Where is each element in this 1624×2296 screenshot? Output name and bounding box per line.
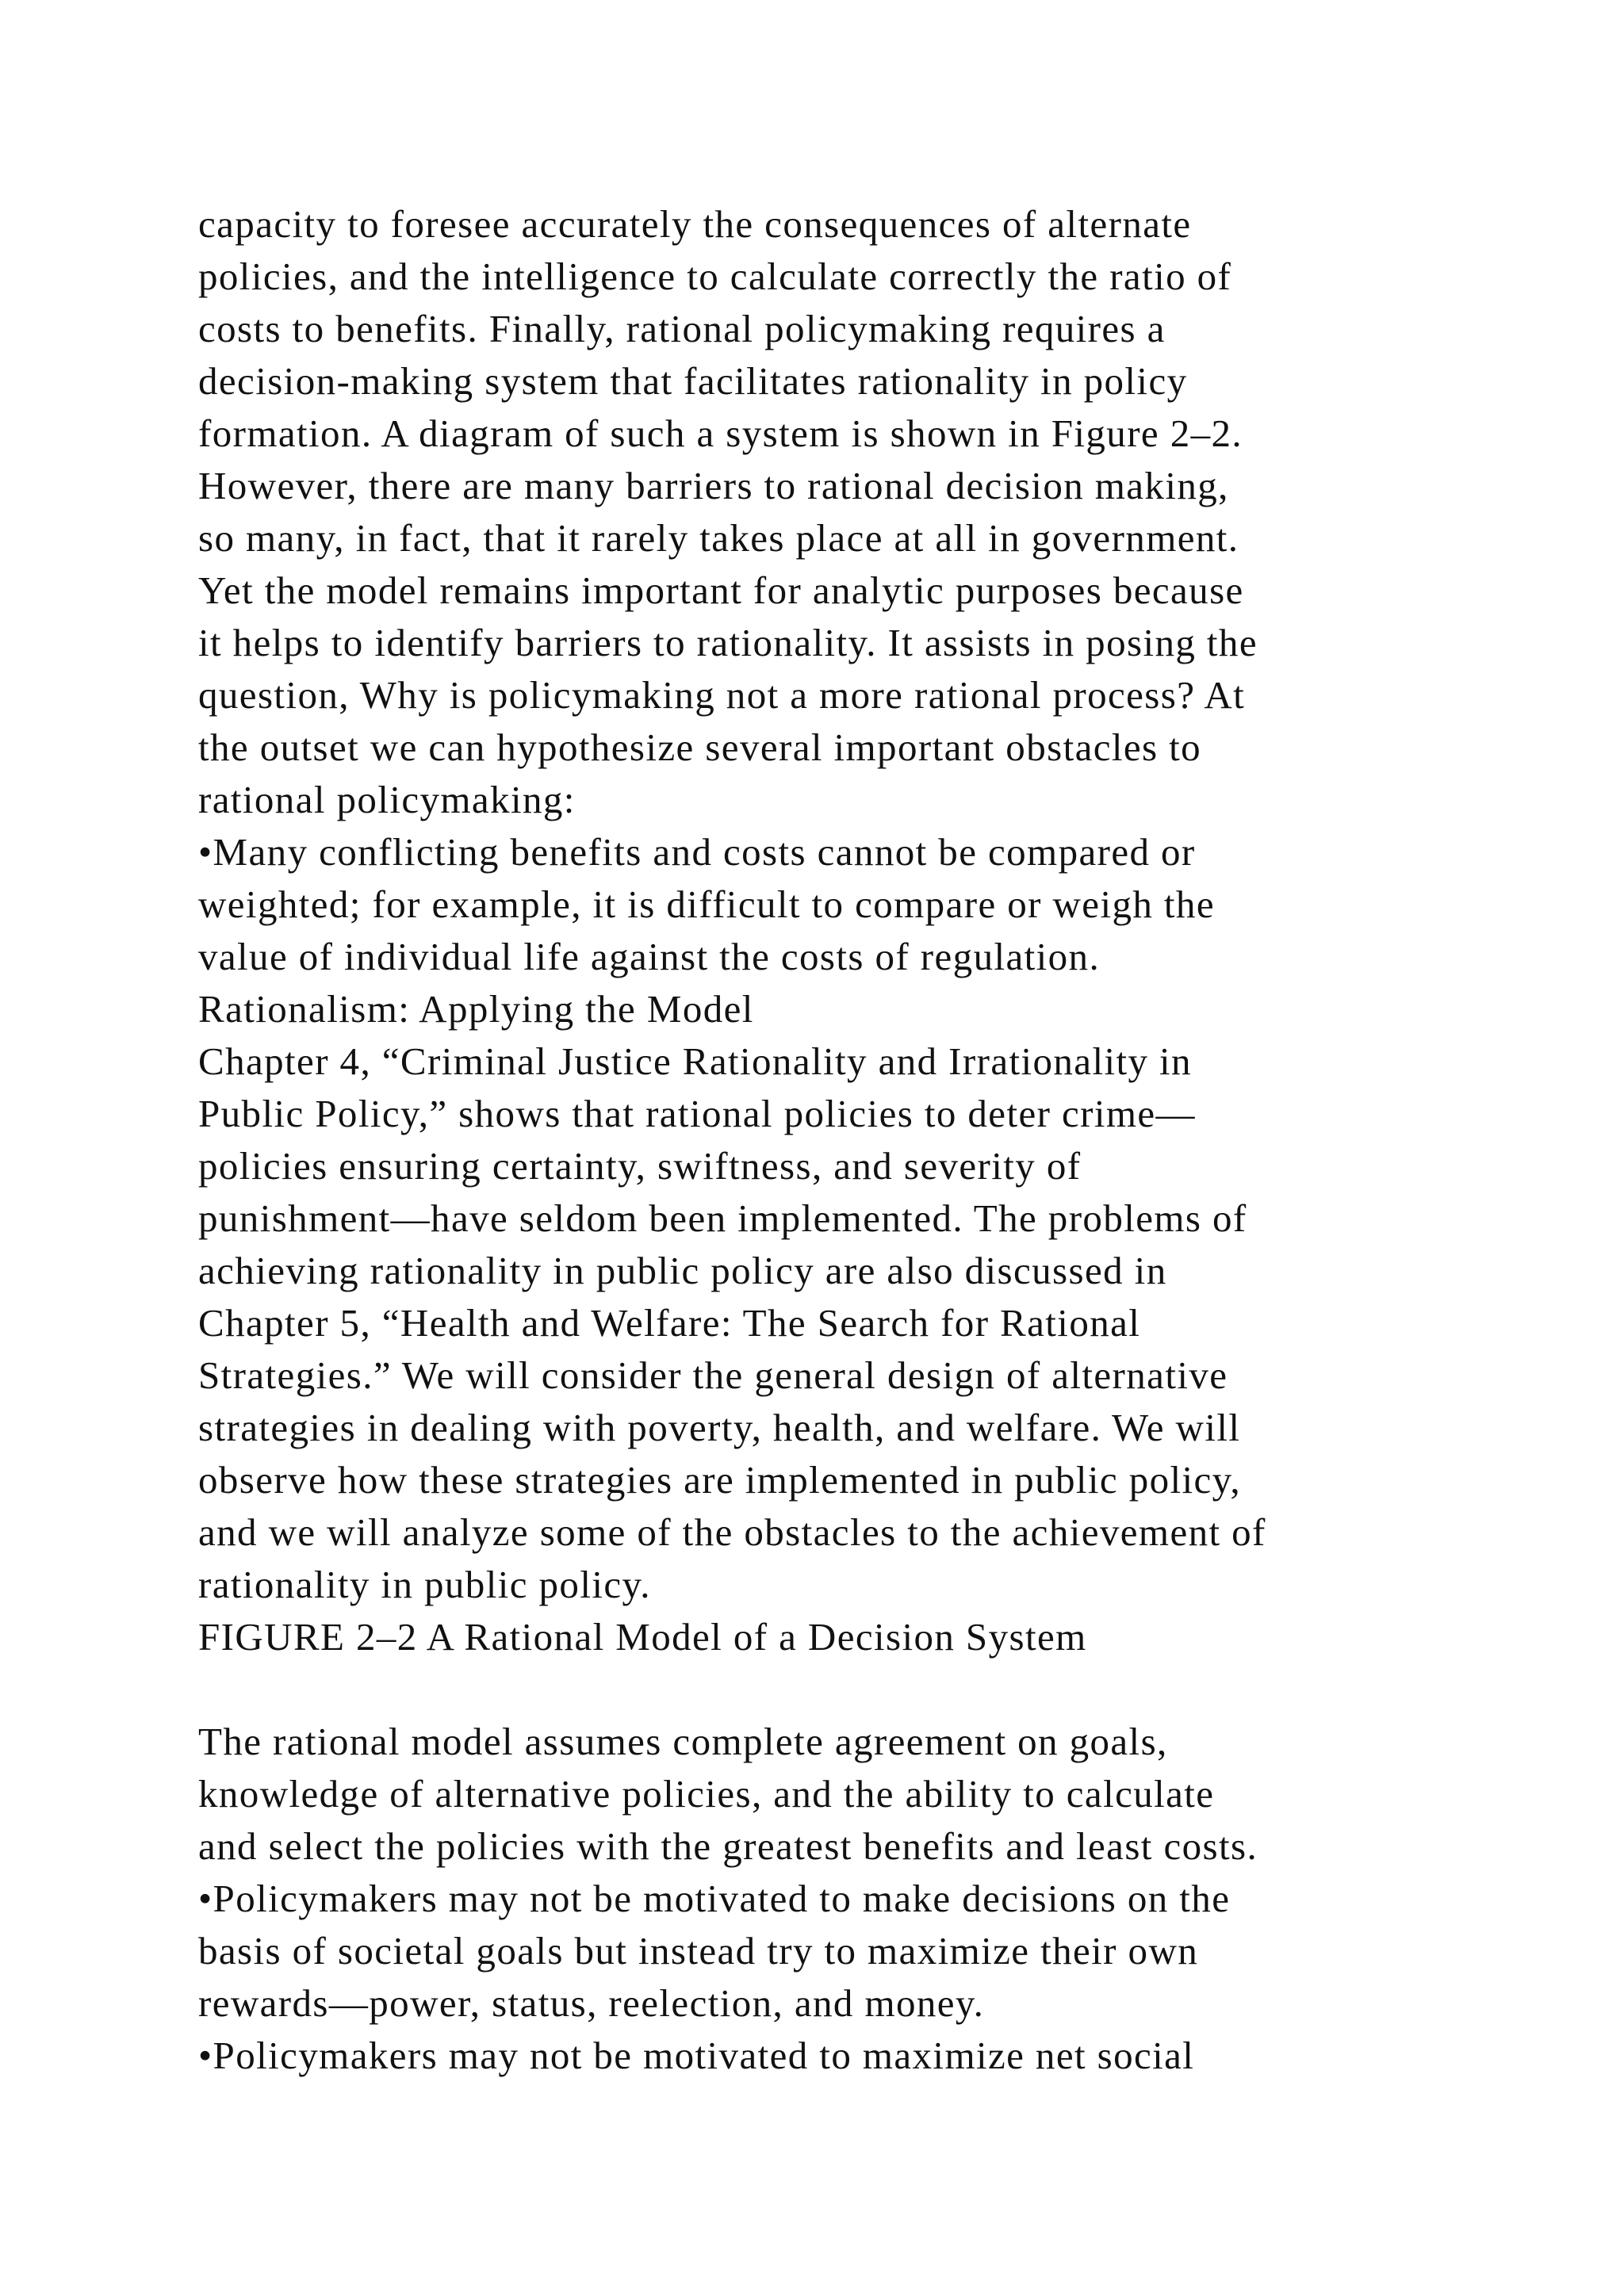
text-line: policies ensuring certainty, swiftness, and severity of [198,1144,1082,1188]
bullet-item: •Many conflicting benefits and costs cannot be compared or [198,830,1196,874]
text-line: capacity to foresee accurately the consequences of alternate [198,202,1192,246]
text-line: basis of societal goals but instead try to maximize their own [198,1929,1199,1973]
text-line: question, Why is policymaking not a more rational process? At [198,673,1246,717]
text-line: The rational model assumes complete agreement on goals, [198,1720,1168,1763]
text-line: punishment—have seldom been implemented. The problems of [198,1196,1247,1240]
text-line: Yet the model remains important for analytic purposes because [198,568,1244,612]
blank-line [198,1663,1435,1716]
text-line: decision-making system that facilitates rationality in policy [198,359,1188,403]
text-line: rational policymaking: [198,778,576,821]
text-line: value of individual life against the costs of regulation. [198,935,1101,978]
section-heading: Rationalism: Applying the Model [198,987,754,1031]
text-line: Chapter 5, “Health and Welfare: The Search for Rational [198,1301,1141,1345]
text-line: so many, in fact, that it rarely takes place at all in government. [198,516,1239,560]
bullet-item: •Policymakers may not be motivated to maximize net social [198,2034,1195,2077]
text-line: Strategies.” We will consider the general design of alternative [198,1353,1228,1397]
text-line: formation. A diagram of such a system is shown in Figure 2–2. [198,411,1243,455]
figure-caption: FIGURE 2–2 A Rational Model of a Decision System [198,1615,1087,1659]
text-line: costs to benefits. Finally, rational policymaking requires a [198,307,1166,350]
text-line: it helps to identify barriers to rationality. It assists in posing the [198,621,1258,664]
text-line: Public Policy,” shows that rational policies to deter crime— [198,1092,1196,1135]
text-line: Chapter 4, “Criminal Justice Rationality and Irrationality in [198,1039,1192,1083]
text-line: rewards—power, status, reelection, and money. [198,1981,985,2025]
text-line: knowledge of alternative policies, and the ability to calculate [198,1772,1215,1816]
text-line: policies, and the intelligence to calculate correctly the ratio of [198,254,1232,298]
text-line: rationality in public policy. [198,1563,651,1606]
bullet-item: •Policymakers may not be motivated to make decisions on the [198,1877,1231,1920]
text-line: the outset we can hypothesize several important obstacles to [198,725,1202,769]
body-text [198,198,1435,2082]
text-line: However, there are many barriers to rational decision making, [198,464,1229,507]
text-line: weighted; for example, it is difficult to compare or weigh the [198,882,1215,926]
text-line: observe how these strategies are implemented in public policy, [198,1458,1242,1502]
text-line: and we will analyze some of the obstacles to the achievement of [198,1510,1266,1554]
text-line: and select the policies with the greatest benefits and least costs. [198,1824,1258,1868]
text-line: strategies in dealing with poverty, health, and welfare. We will [198,1406,1241,1449]
text-line: achieving rationality in public policy are also discussed in [198,1249,1167,1292]
